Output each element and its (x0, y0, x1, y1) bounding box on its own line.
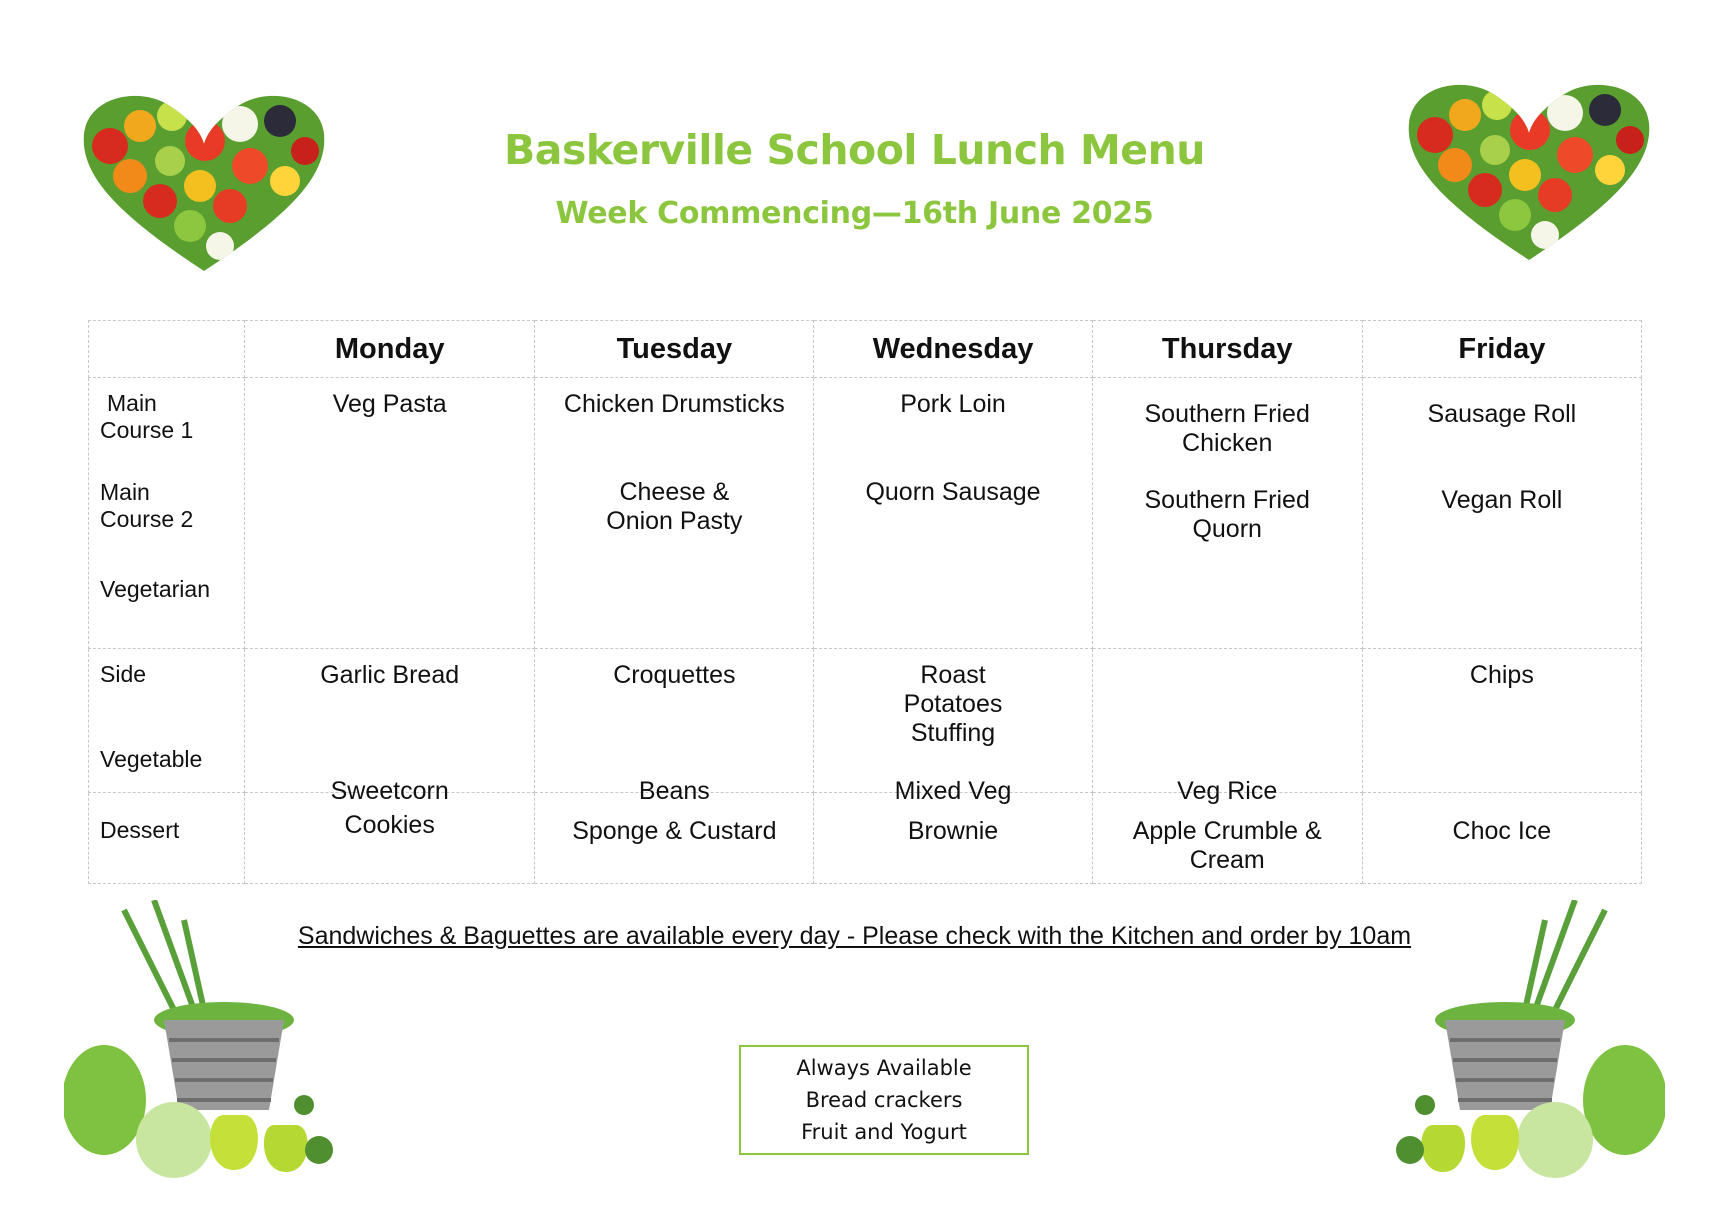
main1-thursday: Southern Fried Chicken (1144, 400, 1310, 457)
fruit-heart-icon (80, 86, 328, 276)
cell-monday-dessert (245, 793, 535, 884)
cell-tuesday-side (535, 649, 814, 805)
table-header-row (89, 321, 1642, 378)
cell-friday-main (1362, 378, 1641, 649)
cell-wednesday-side (814, 649, 1092, 805)
main2-thursday: Southern Fried Quorn (1144, 486, 1310, 543)
vegetable-wednesday: Mixed Veg (894, 777, 1012, 805)
day-header-tuesday: Tuesday (535, 321, 814, 378)
label-cell-side (89, 649, 245, 793)
always-available-box (739, 1045, 1029, 1155)
cell-monday-side (245, 649, 535, 805)
main1-tuesday: Chicken Drumsticks (563, 390, 785, 418)
main1-wednesday: Pork Loin (900, 390, 1006, 418)
cell-thursday-side (1092, 649, 1362, 805)
table-row-dessert (89, 793, 1642, 884)
week-commencing: Week Commencing—16th June 2025 (555, 196, 1154, 231)
label-vegetable: Vegetable (100, 746, 203, 772)
main1-monday: Veg Pasta (332, 390, 447, 418)
day-header-thursday: Thursday (1092, 321, 1362, 378)
day-header-wednesday: Wednesday (814, 321, 1092, 378)
always-available-item: Fruit and Yogurt (801, 1120, 967, 1144)
label-cell-main (89, 378, 245, 649)
label-cell-dessert (89, 793, 245, 884)
label-main-course-2b: Course 2 (100, 506, 194, 532)
vegetable-basket-icon (1365, 900, 1665, 1180)
day-header-friday: Friday (1362, 321, 1641, 378)
cell-friday-side (1362, 649, 1641, 793)
cell-wednesday-main (814, 378, 1092, 649)
label-main-course-1b: Course 1 (100, 417, 194, 443)
vegetable-thursday: Veg Rice (1177, 777, 1278, 805)
label-vegetarian: Vegetarian (100, 576, 210, 602)
cell-monday-main (245, 378, 535, 649)
cell-thursday-main (1092, 378, 1362, 649)
label-main-course-1a: Main (107, 390, 157, 416)
table-row-side (89, 649, 1642, 793)
dessert-thursday: Apple Crumble & Cream (1132, 817, 1322, 874)
dessert-tuesday: Sponge & Custard (572, 817, 777, 845)
table-row-main (89, 378, 1642, 649)
cell-wednesday-dessert (814, 793, 1092, 884)
lunch-menu-table (88, 320, 1642, 884)
sandwich-notice: Sandwiches & Baguettes are available every day - Please check with the Kitchen and order by 10am (297, 922, 1412, 950)
side-tuesday: Croquettes (613, 661, 736, 689)
cell-friday-dessert (1362, 793, 1641, 884)
main1-friday: Sausage Roll (1427, 400, 1577, 428)
dessert-monday: Cookies (344, 811, 435, 839)
always-available-item: Bread crackers (805, 1088, 963, 1112)
label-dessert: Dessert (100, 817, 180, 843)
cell-tuesday-main (535, 378, 814, 649)
corner-cell (89, 321, 245, 378)
vegetable-monday: Sweetcorn (330, 777, 449, 805)
always-available-title: Always Available (796, 1056, 972, 1080)
page-title: Baskerville School Lunch Menu (504, 126, 1205, 174)
cell-tuesday-dessert (535, 793, 814, 884)
main2-wednesday: Quorn Sausage (865, 478, 1041, 506)
vegetable-tuesday: Beans (638, 777, 710, 805)
main2-friday: Vegan Roll (1441, 486, 1563, 514)
side-friday: Chips (1469, 661, 1534, 689)
dessert-friday: Choc Ice (1452, 817, 1552, 845)
vegetable-basket-icon (64, 900, 364, 1180)
side-wednesday: Roast Potatoes Stuffing (903, 661, 1003, 747)
main2-tuesday: Cheese & Onion Pasty (606, 478, 743, 535)
label-main-course-2a: Main (100, 479, 150, 505)
side-monday: Garlic Bread (320, 661, 460, 689)
label-side: Side (100, 661, 147, 687)
cell-thursday-dessert (1092, 793, 1362, 884)
day-header-monday: Monday (245, 321, 535, 378)
dessert-wednesday: Brownie (907, 817, 999, 845)
